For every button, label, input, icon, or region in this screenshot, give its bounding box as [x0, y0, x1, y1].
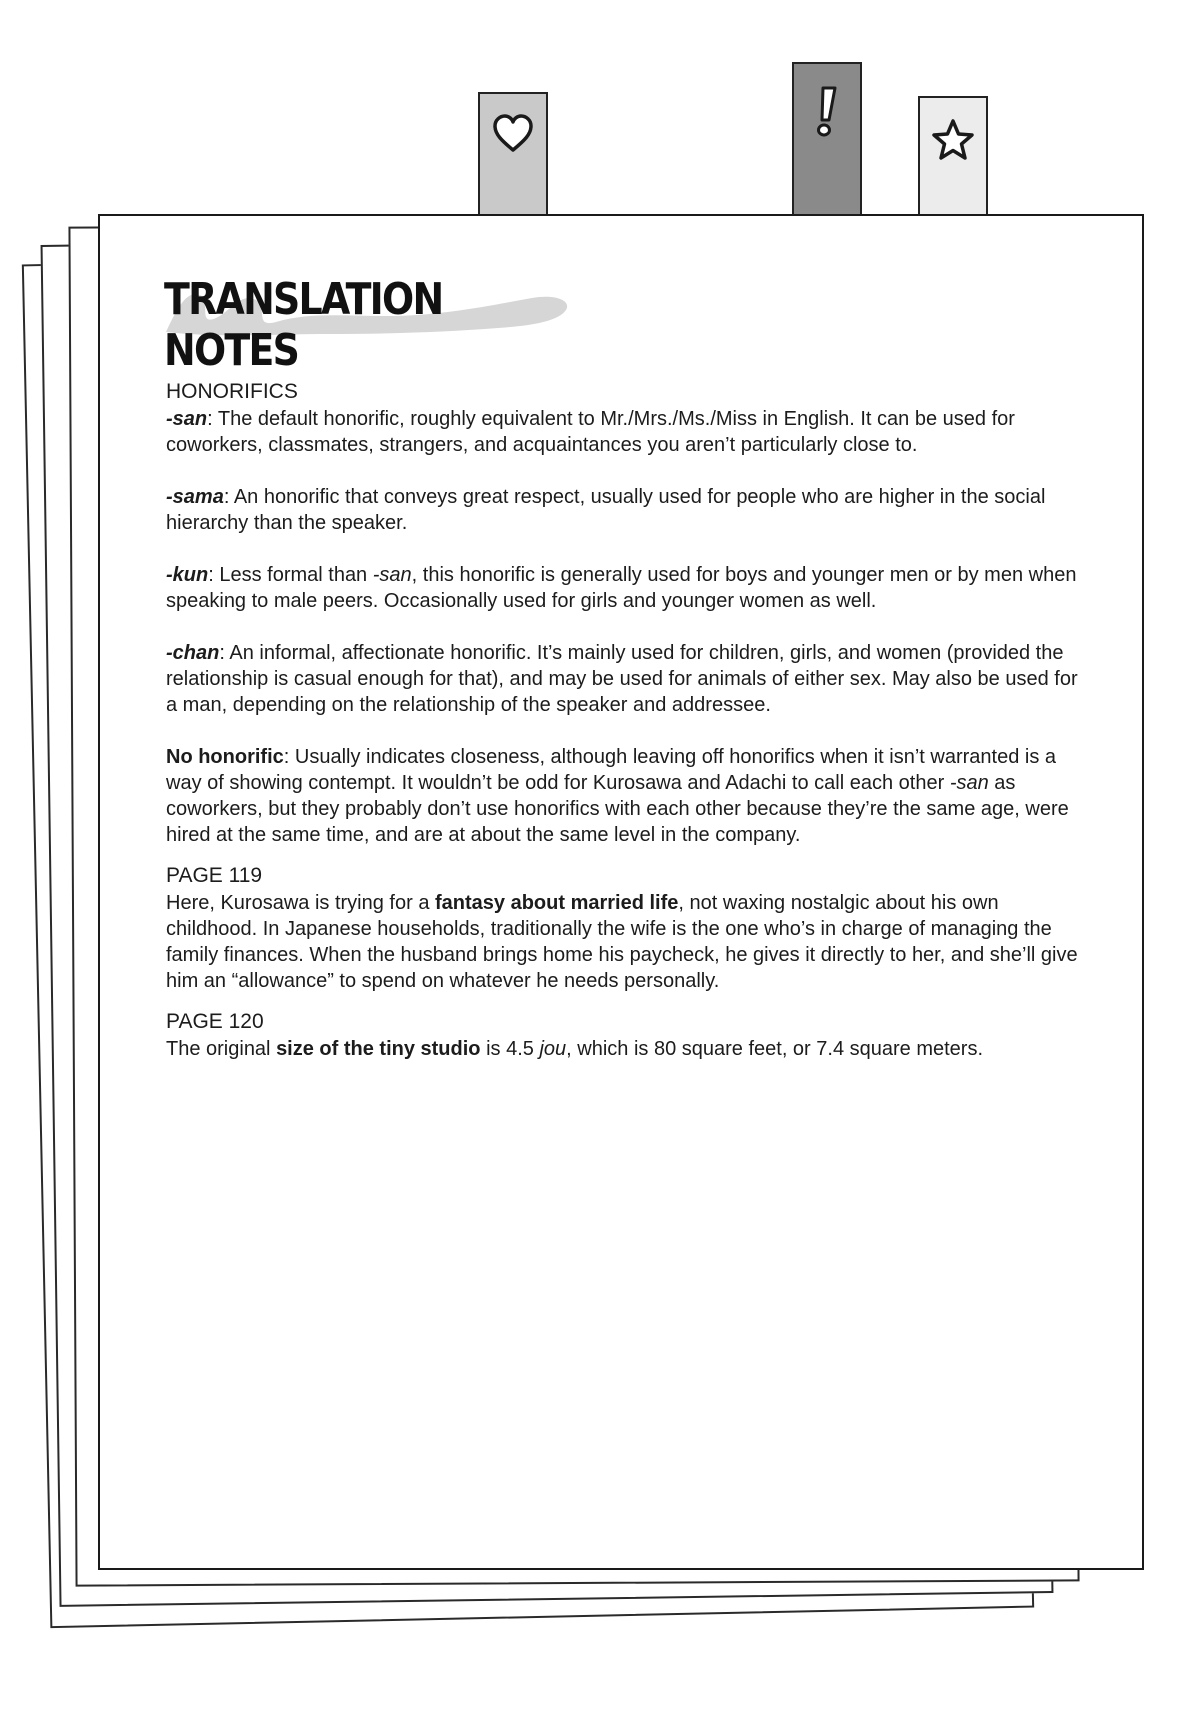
- note-text: is 4.5: [480, 1038, 540, 1060]
- note-text: Here, Kurosawa is trying for a: [166, 892, 435, 914]
- heart-icon: [491, 112, 535, 156]
- note-text: , which is 80 square feet, or 7.4 square meters.: [566, 1038, 984, 1060]
- note-text: , this honorific is generally used for boys and younger men or by men when speaking to male peers. Occasionally used for girls and younger women as well.: [166, 564, 1077, 612]
- title-block: [164, 266, 604, 376]
- note-bold: size of the tiny studio: [276, 1038, 481, 1060]
- term-label: -chan: [166, 642, 220, 664]
- exclamation-icon: [807, 84, 847, 140]
- section-heading-page-120: PAGE 120: [166, 1010, 264, 1033]
- term-label: -san: [166, 408, 208, 430]
- note-page-120: [166, 1036, 1086, 1062]
- section-heading-page-119: PAGE 119: [166, 864, 263, 887]
- note-sama: [166, 484, 1086, 536]
- note-text: : The default honorific, roughly equivalent to Mr./Mrs./Ms./Miss in English. It can be used for coworkers, classmates, strangers, and acquaintances you aren’t particularly close to.: [166, 408, 1015, 456]
- note-text: , not waxing nostalgic about his own childhood. In Japanese households, traditionally the wife is the one who’s in charge of managing the family finances. When the husband brings home his paycheck, he gives it directly to her, and she’ll give him an “allowance” to spend on whatever he needs personally.: [166, 892, 1078, 992]
- section-heading-honorifics: HONORIFICS: [166, 380, 298, 403]
- term-label: -sama: [166, 486, 224, 508]
- note-italic: jou: [539, 1038, 567, 1060]
- note-bold: fantasy about married life: [435, 892, 679, 914]
- note-text: : An honorific that conveys great respect, usually used for people who are higher in the social hierarchy than the speaker.: [166, 486, 1046, 534]
- page-title: TRANSLATION NOTES: [164, 274, 443, 376]
- note-italic: -san: [372, 564, 412, 586]
- note-text: : An informal, affectionate honorific. It’s mainly used for children, girls, and women (provided the relationship is casual enough for that), and may be used for animals of either sex. May also be used for a man, depending on the relationship of the speaker and addressee.: [166, 642, 1078, 716]
- bookmark-tab-star: [918, 96, 988, 222]
- note-chan: [166, 640, 1086, 718]
- note-kun: [166, 562, 1086, 614]
- note-no-honorific: [166, 744, 1086, 848]
- note-text: as coworkers, but they probably don’t use honorifics with each other because they’re the same age, were hired at the same time, and are at about the same level in the company.: [166, 772, 1069, 846]
- note-italic: -san: [949, 772, 989, 794]
- note-text: The original: [166, 1038, 277, 1060]
- notes-body: [166, 378, 1086, 1076]
- notes-page: [98, 214, 1144, 1570]
- bookmark-tab-heart: [478, 92, 548, 224]
- star-icon: [929, 116, 977, 164]
- bookmark-tab-exclamation: [792, 62, 862, 222]
- note-page-119: [166, 890, 1086, 994]
- note-text: : Usually indicates closeness, although leaving off honorifics when it isn’t warranted is a way of showing contempt. It wouldn’t be odd for Kurosawa and Adachi to call each other: [166, 746, 1057, 794]
- note-text: : Less formal than: [208, 564, 373, 586]
- note-san: [166, 406, 1086, 458]
- term-label: -kun: [166, 564, 209, 586]
- term-label: No honorific: [166, 746, 284, 768]
